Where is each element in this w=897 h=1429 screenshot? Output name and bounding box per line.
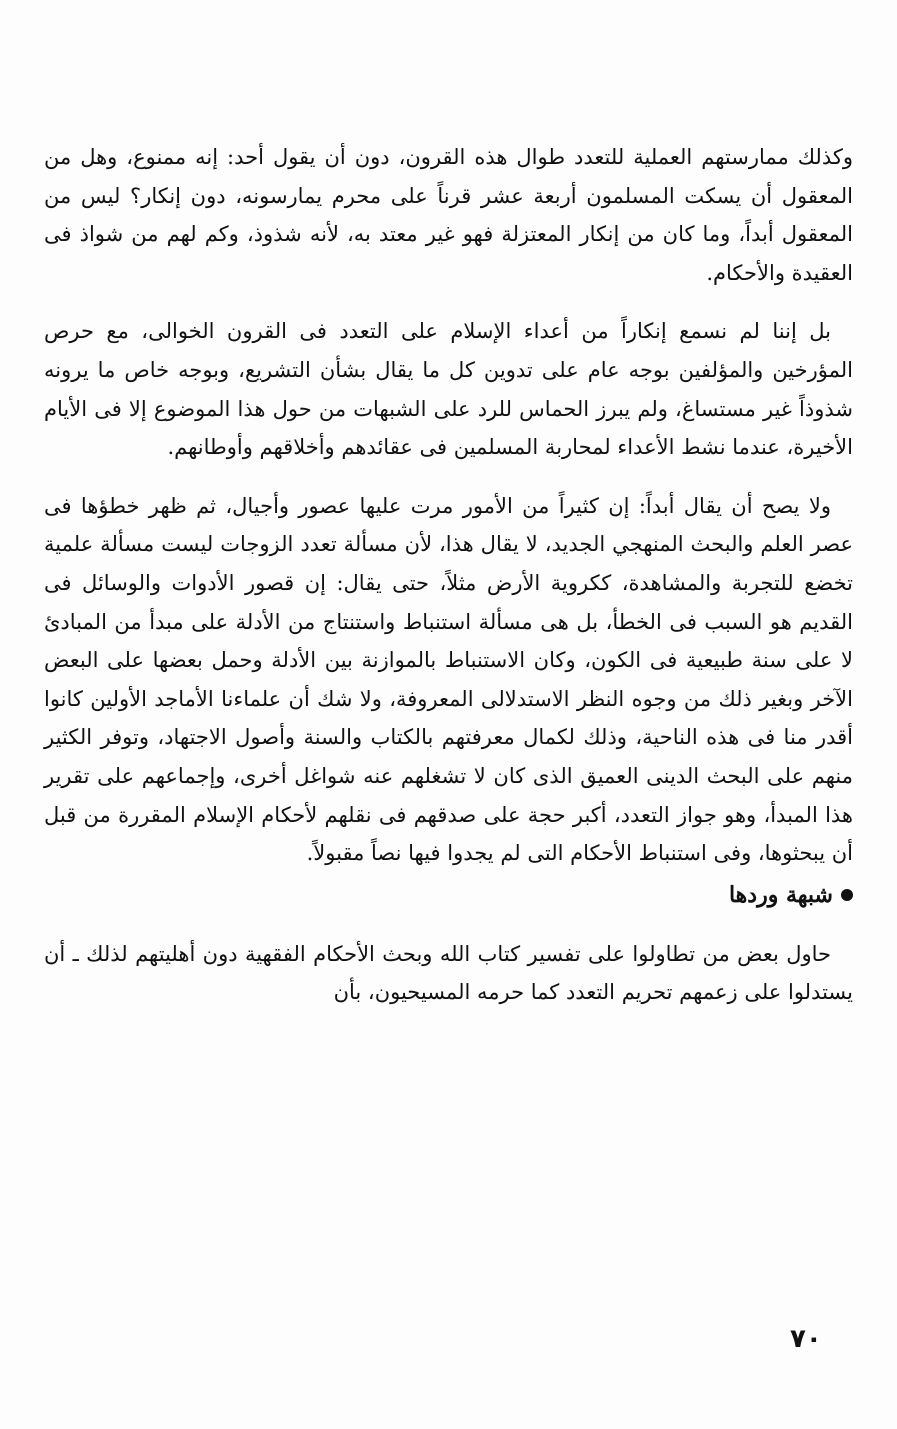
page-number: ٧٠ bbox=[790, 1324, 822, 1354]
section-heading bbox=[44, 875, 853, 915]
section-heading-text: شبهة وردها bbox=[728, 881, 833, 908]
paragraph-3: ولا يصح أن يقال أبداً: إن كثيراً من الأمور مرت عليها عصور وأجيال، ثم ظهر خطؤها فى عصر العلم والبحث المنهجي الجديد، لا يقال هذا، لأن مسألة تعدد الزوجات ليست مسألة علمية تخضع للتجربة والمشاهدة، ككروية الأرض مثلاً، حتى يقال: إن قصور الأدوات والوسائل فى القديم هو السبب فى الخطأ، بل هى مسألة استنباط واستنتاج من الأدلة على مبدأ من المبادئ لا على سنة طبيعية فى الكون، وكان الاستنباط بالموازنة بين الأدلة وحمل بعضها على البعض الآخر وبغير ذلك من وجوه النظر الاستدلالى المعروفة، ولا شك أن علماءنا الأماجد الأولين كانوا أقدر منا فى هذه الناحية، وذلك لكمال معرفتهم بالكتاب والسنة وأصول الاجتهاد، وتوفر الكثير منهم على البحث الدينى العميق الذى كان لا تشغلهم عنه شواغل أخرى، وإجماعهم على تقرير هذا المبدأ، وهو جواز التعدد، أكبر حجة على صدقهم فى نقلهم لأحكام الإسلام المقررة من قبل أن يبحثوها، وفى استنباط الأحكام التى لم يجدوا فيها نصاً مقبولاً. bbox=[44, 493, 853, 866]
paragraph-2: بل إننا لم نسمع إنكاراً من أعداء الإسلام على التعدد فى القرون الخوالى، مع حرص المؤرخين والمؤلفين بوجه عام على تدوين كل ما يقال بشأن التشريع، وبوجه خاص ما يرونه شذوذاً غير مستساغ، ولم يبرز الحماس للرد على الشبهات من حول هذا الموضوع إلا فى الأيام الأخيرة، عندما نشط الأعداء لمحاربة المسلمين فى عقائدهم وأخلاقهم وأوطانهم. bbox=[44, 319, 853, 460]
bullet-dot-icon bbox=[841, 889, 853, 901]
paragraph-1: وكذلك ممارستهم العملية للتعدد طوال هذه القرون، دون أن يقول أحد: إنه ممنوع، وهل من المعقول أن يسكت المسلمون أربعة عشر قرناً على محرم يمارسونه، دون إنكار؟ ليس من المعقول أبداً، وما كان من إنكار المعتزلة فهو غير معتد به، لأنه شذوذ، وكم لهم من شواذ فى العقيدة والأحكام. bbox=[44, 145, 853, 285]
page-body bbox=[44, 138, 853, 1012]
paragraph-4: حاول بعض من تطاولوا على تفسير كتاب الله وبحث الأحكام الفقهية دون أهليتهم لذلك ـ أن يستدلوا على زعمهم تحريم التعدد كما حرمه المسيحيون، بأن bbox=[44, 941, 853, 1005]
